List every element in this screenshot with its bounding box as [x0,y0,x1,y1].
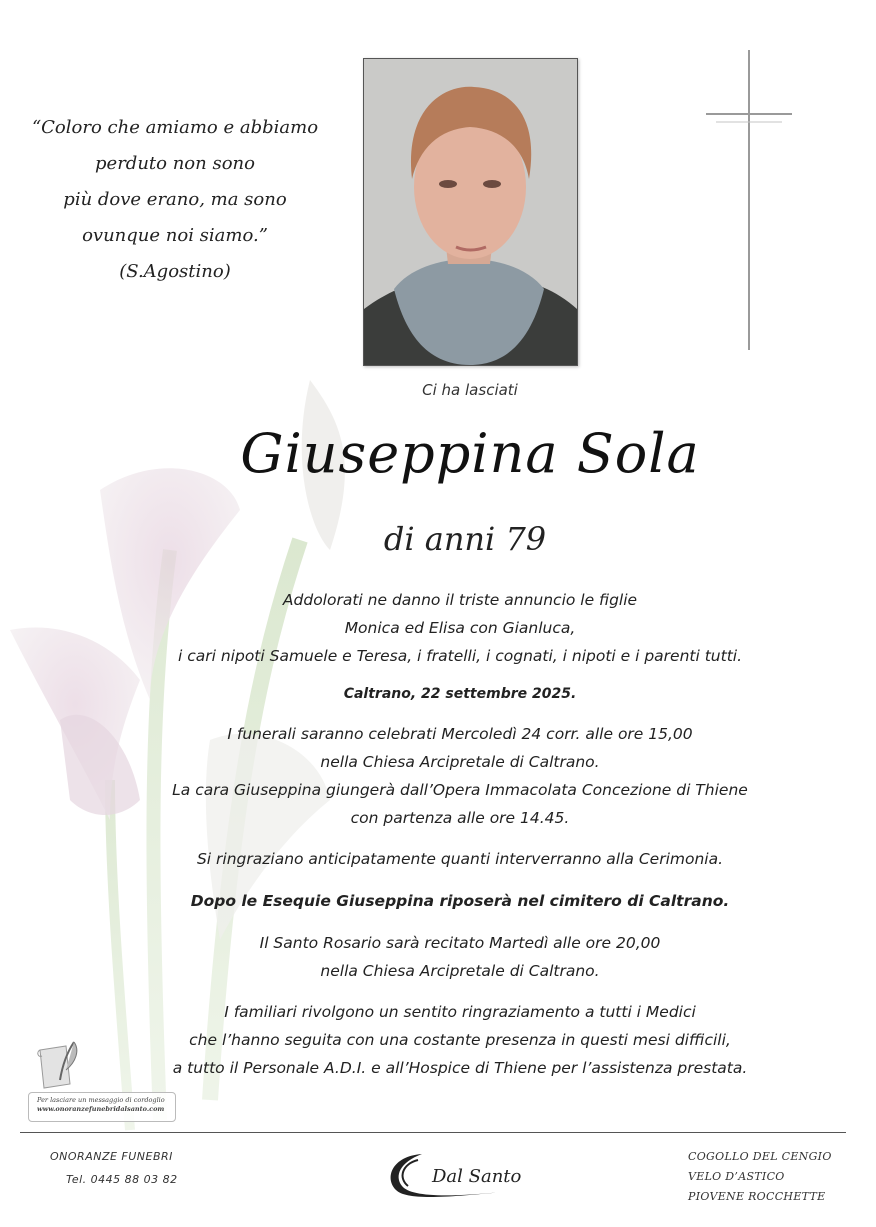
announcement-line: i cari nipoti Samuele e Teresa, i fratelli, i cognati, i nipoti e i parenti tutti. [177,647,743,665]
quote-line: “Coloro che amiamo e abbiamo [31,117,319,138]
funeral-line: I funerali saranno celebrati Mercoledì 24 corr. alle ore 15,00 [227,725,693,743]
deceased-name: Giuseppina Sola [240,422,700,485]
notice-date: Caltrano, 22 settembre 2025. [343,686,577,702]
funeral-info [120,720,800,832]
funeral-line: La cara Giuseppina giungerà dall’Opera Immacolata Concezione di Thiene [172,781,748,799]
message-url: www.onoranzefunebridalsanto.com [37,1105,165,1113]
footer-right [688,1150,832,1210]
rosary-line: Il Santo Rosario sarà recitato Martedì alle ore 20,00 [259,934,661,952]
quote-line: più dove erano, ma sono [63,189,287,210]
scroll-quill-icon [36,1040,82,1094]
announcement-line: Monica ed Elisa con Gianluca, [344,619,576,637]
company-title: ONORANZE FUNEBRI [50,1150,173,1163]
location-line: VELO D’ASTICO [688,1170,785,1183]
quote-line: perduto non sono [95,153,255,174]
burial-line: Dopo le Esequie Giuseppina riposerà nel cimitero di Caltrano. [190,892,730,910]
footer-divider [20,1132,846,1133]
funeral-line: con partenza alle ore 14.45. [350,809,570,827]
message-line: Per lasciare un messaggio di cordoglio [37,1096,165,1104]
announcement-line: Addolorati ne danno il triste annuncio le figlie [282,591,638,609]
rosary-line: nella Chiesa Arcipretale di Caltrano. [320,962,600,980]
deceased-age: di anni 79 [383,520,547,558]
gratitude-line: I familiari rivolgono un sentito ringraziamento a tutti i Medici [224,1003,696,1021]
rosary-info [120,929,800,985]
ci-ha-lasciati: Ci ha lasciati [422,381,518,399]
quote-line: ovunque noi siamo.” [82,225,268,246]
quote-author: (S.Agostino) [119,261,231,282]
cross-icon [706,50,792,350]
gratitude-line: a tutto il Personale A.D.I. e all’Hospice di Thiene per l’assistenza prestata. [172,1059,748,1077]
quote [30,110,320,290]
company-phone: Tel. 0445 88 03 82 [66,1173,178,1186]
location-line: COGOLLO DEL CENGIO [688,1150,832,1163]
deceased-photo [363,58,578,366]
gratitude-info [120,998,800,1082]
funeral-line: nella Chiesa Arcipretale di Caltrano. [320,753,600,771]
dal-santo-logo [382,1148,522,1204]
location-line: PIOVENE ROCCHETTE [688,1190,826,1203]
thanks-line: Si ringraziano anticipatamente quanti interverranno alla Cerimonia. [196,850,724,868]
footer-left [50,1150,178,1196]
gratitude-line: che l’hanno seguita con una costante presenza in questi mesi difficili, [189,1031,731,1049]
logo-text: Dal Santo [432,1166,522,1187]
condolence-message-link[interactable] [28,1092,176,1122]
announcement [120,586,800,670]
